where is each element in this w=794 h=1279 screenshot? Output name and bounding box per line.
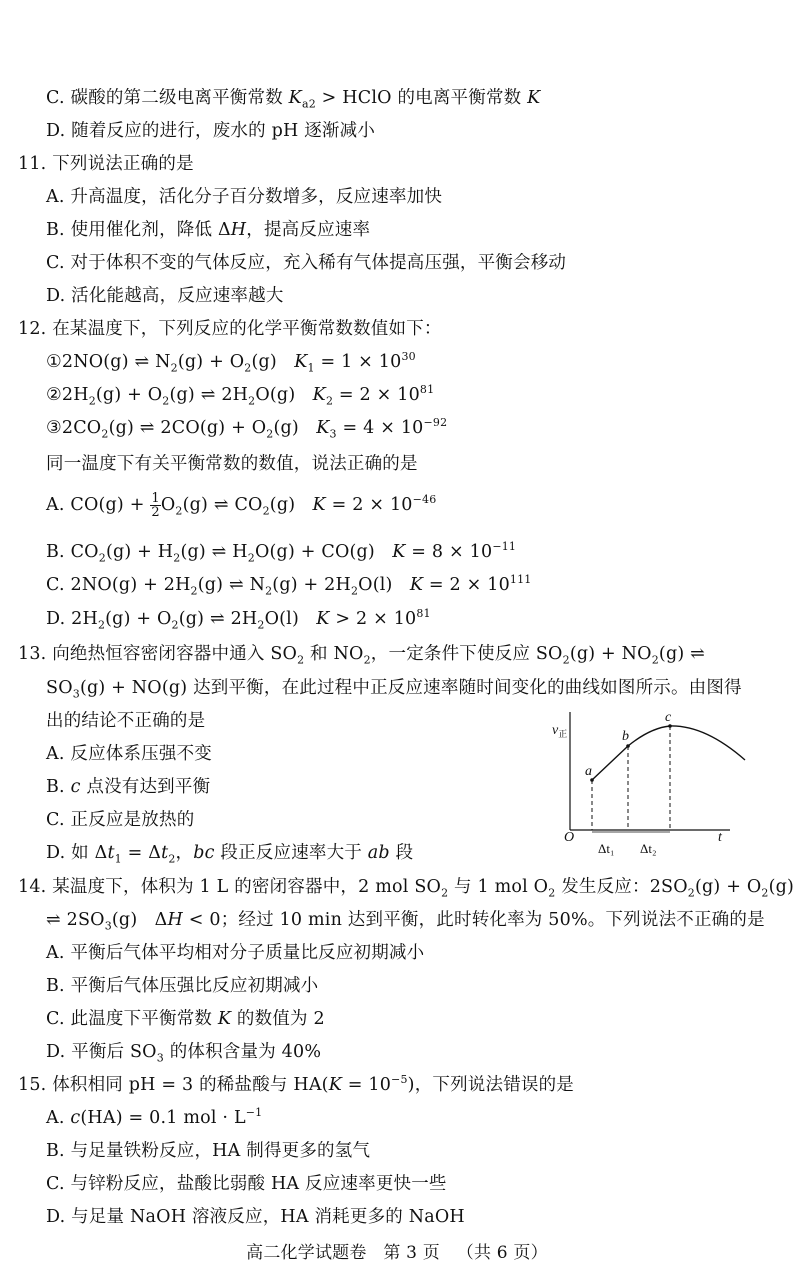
q12-stem: 12. 在某温度下，下列反应的化学平衡常数数值如下： (18, 319, 442, 339)
q14-stem-line1: 14. 某温度下，体积为 1 L 的密闭容器中，2 mol $SO_2$ 与 1 mol $O_2$ 发生反应：$2SO_2(g) + O_2(g)$ (18, 877, 794, 900)
rate-curve (592, 726, 745, 780)
delta-t2-label: Δt₂ (640, 841, 657, 856)
page-footer: 高二化学试题卷 第 3 页 （共 6 页） (246, 1243, 548, 1263)
q10-option-d: D. 随着反应的进行，废水的 pH 逐渐减小 (46, 121, 376, 141)
origin-label: O (564, 830, 575, 845)
q12-reaction-1: ①2NO(g) ⇌ $N_2(g) + O_2(g) K_1 = 1 \times 10^{30}$ (46, 350, 416, 375)
q11-stem: 11. 下列说法正确的是 (18, 154, 194, 174)
q12-option-d: D. $2H_2(g) + O_2(g)$ ⇌ $2H_2O(l) K > 2 \times 10^{81}$ (46, 607, 431, 632)
q11-option-c: C. 对于体积不变的气体反应，充入稀有气体提高压强，平衡会移动 (46, 253, 567, 273)
q12-reaction-3: $③2CO_2(g)$ ⇌ $2CO(g) + O_2(g) K_3 = 4 \times 10^{-92}$ (46, 416, 448, 441)
q13-option-c: C. 正反应是放热的 (46, 810, 195, 830)
q15-stem: 15. 体积相同 pH = 3 的稀盐酸与 $HA(K = 10^{-5})$，下列说法错误的是 (18, 1073, 574, 1095)
q13-option-b: B. c 点没有达到平衡 (46, 777, 211, 797)
q13-stem-line3: 出的结论不正确的是 (46, 711, 206, 731)
rate-time-graph (540, 700, 765, 865)
q12-option-a: A. CO(g) + $\frac{1}{2}$ $O_2(g)$ ⇌ $CO_2(g) K = 2 \times 10^{-46}$ (46, 491, 437, 520)
q11-option-b: B. 使用催化剂，降低 ΔH，提高反应速率 (46, 220, 371, 240)
q14-option-b: B. 平衡后气体压强比反应初期减小 (46, 976, 319, 996)
q11-option-a: A. 升高温度，活化分子百分数增多，反应速率加快 (46, 187, 443, 207)
q11-option-d: D. 活化能越高，反应速率越大 (46, 286, 284, 306)
q14-option-a: A. 平衡后气体平均相对分子质量比反应初期减小 (46, 943, 425, 963)
point-b (626, 744, 630, 748)
q13-stem-line1: 13. 向绝热恒容密闭容器中通入 $SO_2$ 和 $NO_2$，一定条件下使反应 $SO_2(g) + NO_2(g)$ ⇌ (18, 644, 706, 667)
q10-option-c: C. 碳酸的第二级电离平衡常数 $K_{a2}$ > HClO 的电离平衡常数 K (46, 88, 541, 111)
q13-option-a: A. 反应体系压强不变 (46, 744, 212, 764)
q15-option-a: A. c(HA) = 0.1 mol · $L^{-1}$ (46, 1106, 263, 1128)
label-c: c (665, 710, 672, 725)
q13-stem-line2: $SO_3(g) + NO(g)$ 达到平衡，在此过程中正反应速率随时间变化的曲线如图所示。由图得 (46, 678, 742, 701)
y-axis-label: $v_正$ (552, 723, 568, 739)
q14-option-d: D. 平衡后 $SO_3$ 的体积含量为 40% (46, 1042, 322, 1065)
q15-option-b: B. 与足量铁粉反应，HA 制得更多的氢气 (46, 1141, 371, 1161)
q12-option-c: C. $2NO(g) + 2H_2(g)$ ⇌ $N_2(g) + 2H_2O(l) K = 2 \times 10^{111}$ (46, 573, 532, 598)
q12-reaction-2: $②2H_2(g) + O_2(g)$ ⇌ $2H_2O(g) K_2 = 2 \times 10^{81}$ (46, 383, 435, 408)
q15-option-d: D. 与足量 NaOH 溶液反应，HA 消耗更多的 NaOH (46, 1207, 465, 1227)
label-b: b (622, 729, 629, 744)
q14-option-c: C. 此温度下平衡常数 K 的数值为 2 (46, 1009, 325, 1029)
q12-option-b: B. $CO_2(g) + H_2(g)$ ⇌ $H_2O(g) + CO(g) K = 8 \times 10^{-11}$ (46, 540, 517, 565)
label-a: a (585, 764, 592, 779)
delta-t1-label: Δt₁ (598, 841, 615, 856)
q14-stem-line2: ⇌ $2SO_3(g) \Delta H < 0$；经过 10 min 达到平衡，此时转化率为 50%。下列说法不正确的是 (46, 910, 765, 933)
q12-substem: 同一温度下有关平衡常数的数值，说法正确的是 (46, 454, 418, 474)
q13-option-d: D. 如 $\Delta t_1 = \Delta t_2$，bc 段正反应速率大于 ab 段 (46, 843, 414, 866)
x-axis-label: t (718, 830, 722, 845)
q15-option-c: C. 与锌粉反应，盐酸比弱酸 HA 反应速率更快一些 (46, 1174, 447, 1194)
